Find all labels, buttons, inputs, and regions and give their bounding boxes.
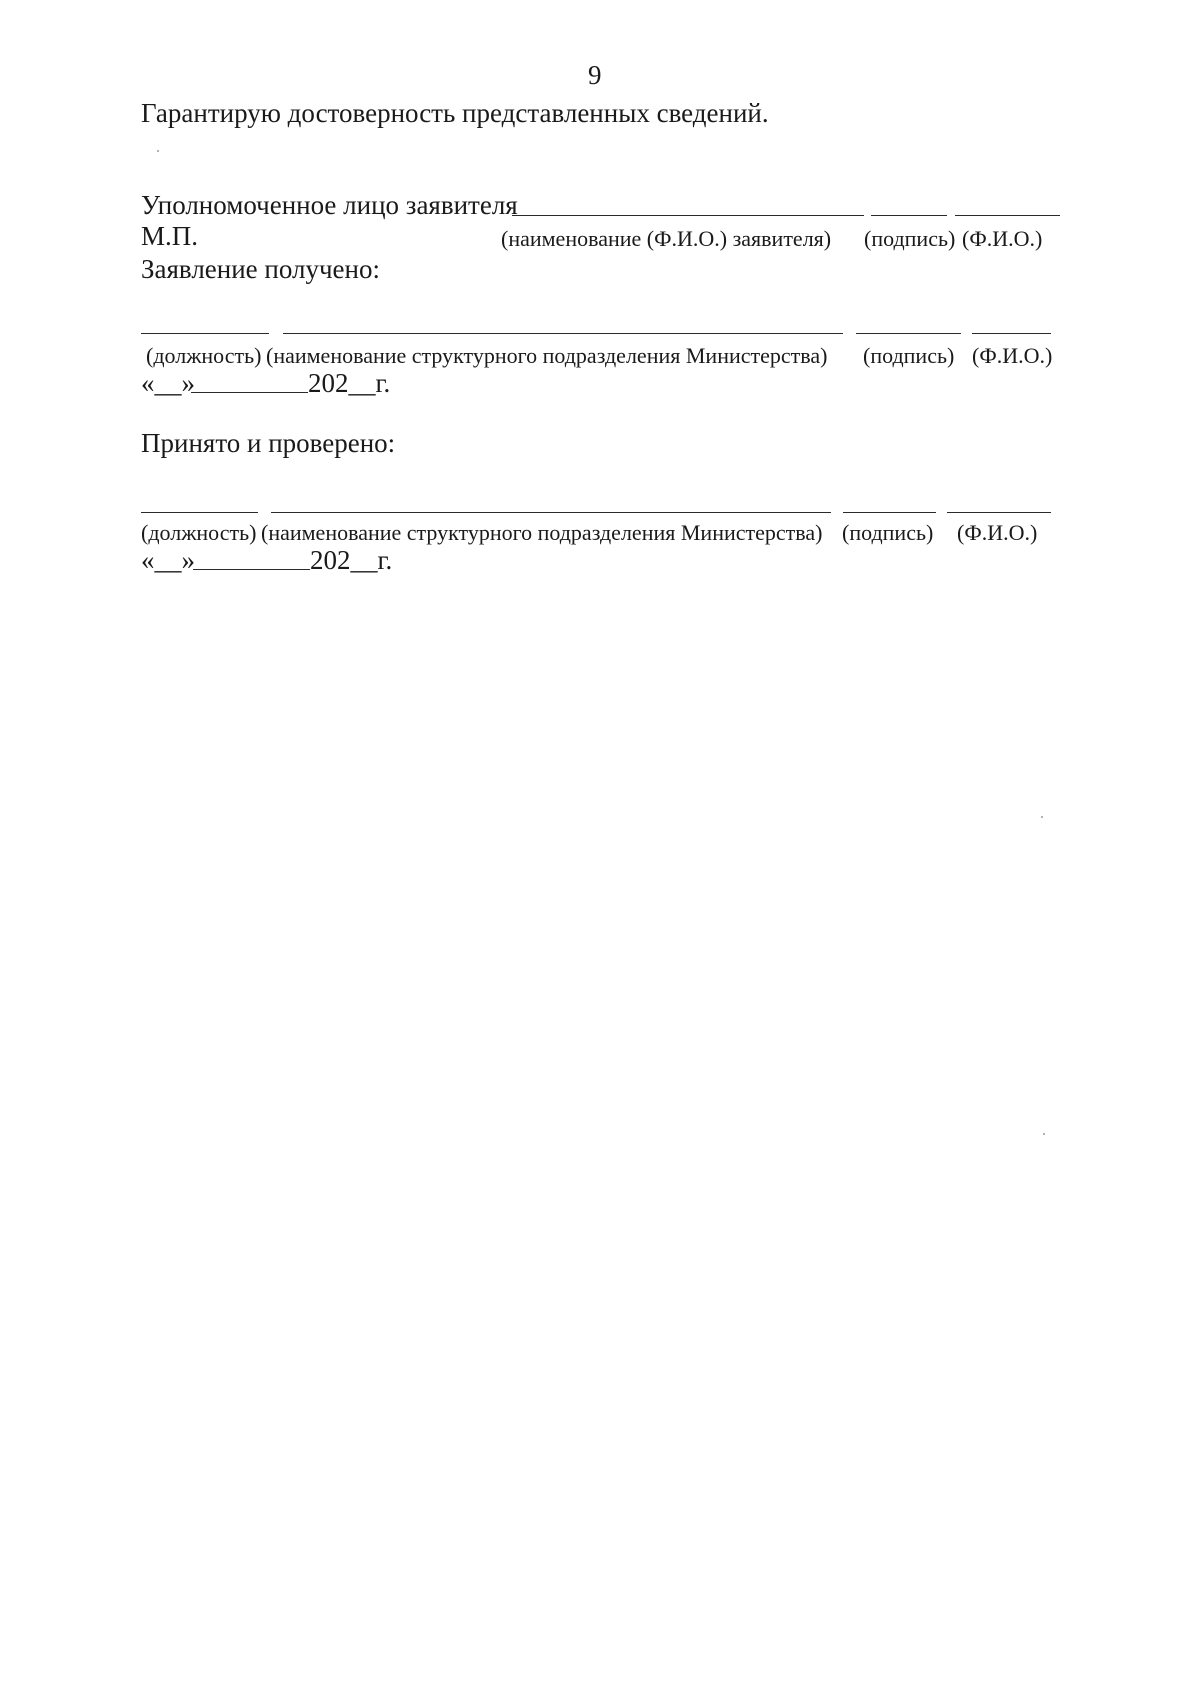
received-caption-fio: (Ф.И.О.)	[972, 343, 1053, 368]
stamp-label: М.П.	[141, 221, 199, 251]
received-signature-line	[856, 333, 961, 334]
applicant-label: Уполномоченное лицо заявителя	[141, 190, 518, 220]
received-caption-unit: (наименование структурного подразделения Министерства)	[266, 343, 828, 368]
received-fio-line	[972, 333, 1051, 334]
accepted-caption-fio: (Ф.И.О.)	[957, 520, 1038, 545]
received-unit-line	[283, 333, 843, 334]
applicant-name-line	[512, 215, 864, 216]
accepted-date-day: «__»	[141, 545, 195, 575]
received-title: Заявление получено:	[141, 254, 380, 284]
accepted-unit-line	[271, 512, 831, 513]
accepted-title: Принято и проверено:	[141, 428, 396, 458]
applicant-caption-name: (наименование (Ф.И.О.) заявителя)	[501, 226, 832, 251]
accepted-fio-line	[947, 512, 1051, 513]
scan-speck	[157, 150, 159, 152]
received-position-line	[141, 333, 269, 334]
received-date-day: «__»	[141, 368, 195, 398]
accepted-position-line	[141, 512, 258, 513]
applicant-fio-line	[955, 215, 1060, 216]
accepted-caption-sign: (подпись)	[842, 520, 934, 545]
received-date-year: 202__г.	[308, 368, 391, 398]
accepted-date-year: 202__г.	[310, 545, 393, 575]
received-caption-position: (должность)	[146, 343, 262, 368]
scan-speck	[1041, 816, 1043, 818]
accepted-date-month-line	[193, 569, 310, 570]
received-caption-sign: (подпись)	[863, 343, 955, 368]
applicant-caption-fio: (Ф.И.О.)	[962, 226, 1043, 251]
applicant-caption-sign: (подпись)	[864, 226, 956, 251]
accepted-signature-line	[843, 512, 936, 513]
guarantee-text: Гарантирую достоверность представленных сведений.	[141, 98, 769, 128]
received-date-month-line	[191, 392, 308, 393]
accepted-caption-position: (должность)	[141, 520, 257, 545]
page-number: 9	[588, 60, 602, 90]
accepted-caption-unit: (наименование структурного подразделения Министерства)	[261, 520, 823, 545]
applicant-signature-line	[871, 215, 947, 216]
scan-speck	[1043, 1133, 1045, 1135]
